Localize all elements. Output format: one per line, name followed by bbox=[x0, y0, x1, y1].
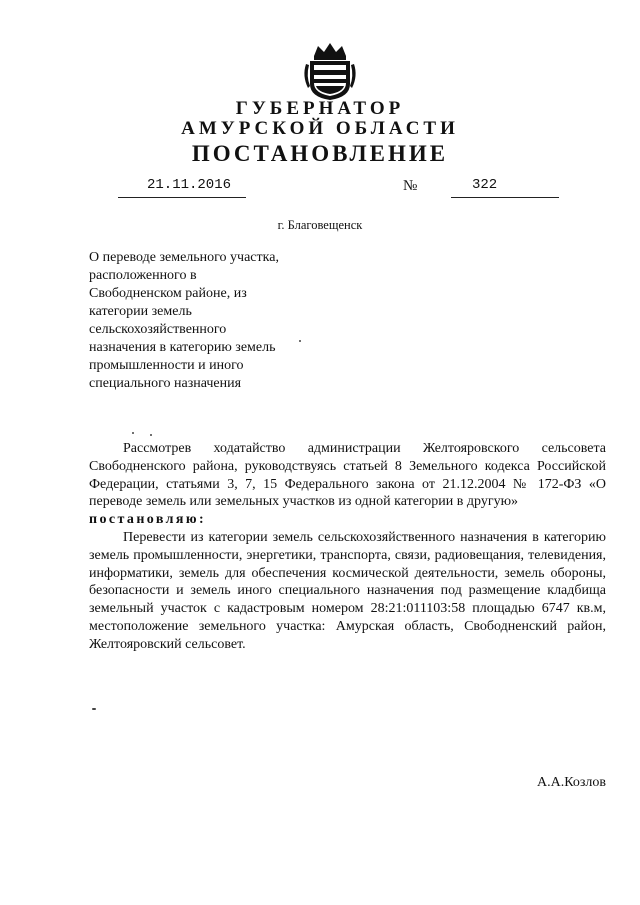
city-name: г. Благовещенск bbox=[277, 218, 363, 232]
resolution-paragraph: Перевести из категории земель сельскохозяйственного назначения в категорию земель промышленности, энергетики, транспорта, связи, радиовещания, телевидения, информатики, земель для обеспечения космической деятельности, земель обороны, безопасности и земель иного специального назначения под размещение кладбища земельный участок с кадастровым номером 28:21:011103:58 площадью 6747 кв.м, местоположение земельного участка: Амурская область, Свободненский район, Желтояровский сельсовет. bbox=[89, 529, 606, 652]
document-number: 322 bbox=[472, 177, 498, 193]
region-title: АМУРСКОЙ ОБЛАСТИ bbox=[181, 118, 459, 139]
document-subject bbox=[89, 249, 329, 393]
scan-speck bbox=[132, 432, 134, 434]
scan-speck bbox=[150, 434, 152, 436]
document-type: ПОСТАНОВЛЕНИЕ bbox=[191, 141, 449, 166]
subject-line: сельскохозяйственного bbox=[89, 322, 227, 337]
document-date: 21.11.2016 bbox=[147, 177, 232, 193]
subject-line: назначения в категорию земель bbox=[89, 340, 276, 355]
subject-line: специального назначения bbox=[89, 376, 242, 391]
scan-speck bbox=[92, 708, 96, 710]
governor-title: ГУБЕРНАТОР bbox=[235, 98, 405, 119]
signatory-name: А.А.Козлов bbox=[537, 775, 606, 790]
subject-line: категории земель bbox=[89, 304, 192, 319]
number-underline bbox=[451, 197, 559, 198]
subject-line: Свободненском районе, из bbox=[89, 286, 247, 301]
decree-word: постановляю: bbox=[89, 512, 207, 528]
preamble-paragraph: Рассмотрев ходатайство администрации Желтояровского сельсовета Свободненского района, руководствуясь статьей 8 Земельного кодекса Российской Федерации, статьями 3, 7, 15 Федерального закона от 21.12.2004 № 172-ФЗ «О переводе земель или земельных участков из одной категории в другую» bbox=[89, 441, 606, 510]
subject-line: расположенного в bbox=[89, 268, 197, 283]
scan-speck bbox=[299, 340, 301, 342]
document-body bbox=[89, 440, 606, 654]
number-label: № bbox=[403, 178, 418, 194]
subject-line: О переводе земельного участка, bbox=[89, 250, 279, 265]
subject-line: промышленности и иного bbox=[89, 358, 244, 373]
coat-of-arms-icon bbox=[300, 40, 360, 102]
date-underline bbox=[118, 197, 246, 198]
